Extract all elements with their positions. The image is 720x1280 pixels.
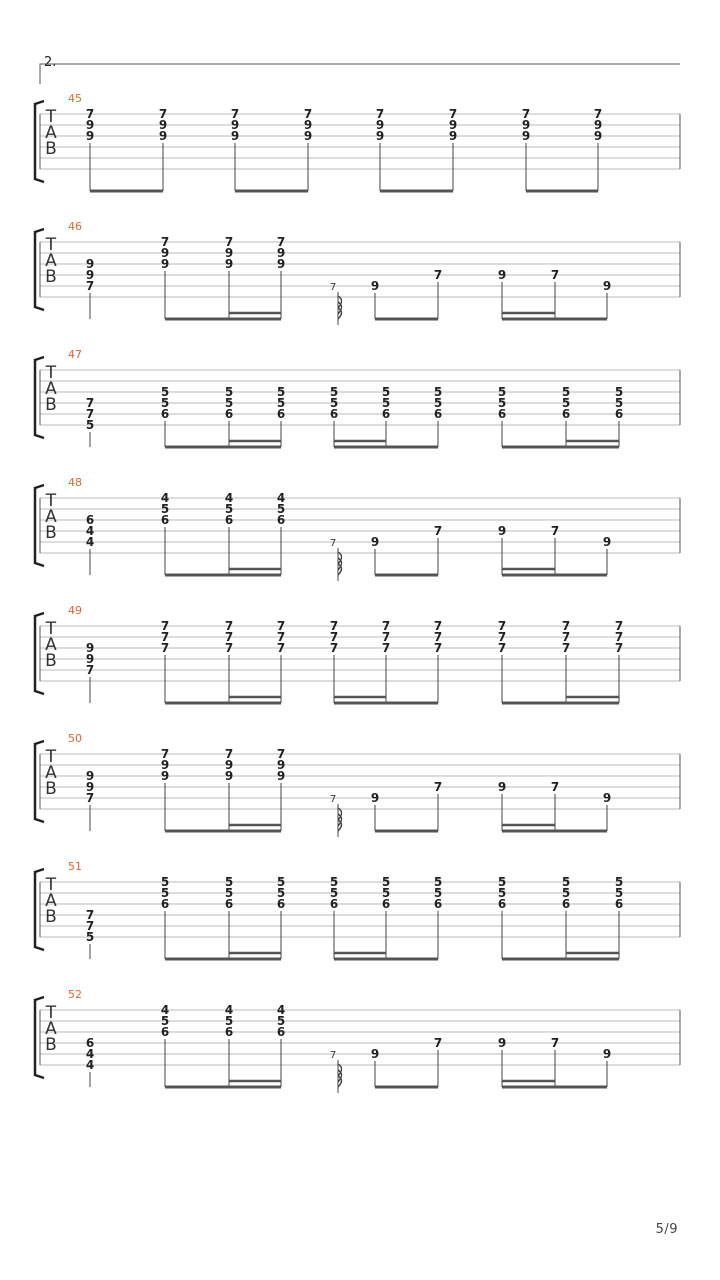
fret-number: 7 — [329, 619, 339, 633]
fret-number: 5 — [224, 396, 234, 410]
tab-clef-letter: T — [45, 363, 57, 383]
fret-number: 9 — [85, 268, 95, 282]
fret-number: 7 — [561, 619, 571, 633]
fret-number: 4 — [85, 524, 95, 538]
fret-number: 5 — [381, 875, 391, 889]
fret-number: 9 — [602, 535, 612, 549]
fret-number: 7 — [521, 107, 531, 121]
fret-number: 5 — [561, 875, 571, 889]
fret-number: 6 — [329, 897, 339, 911]
fret-number: 7 — [593, 107, 603, 121]
fret-number: 5 — [561, 886, 571, 900]
fret-number: 9 — [602, 1047, 612, 1061]
fret-number: 5 — [561, 385, 571, 399]
fret-number: 9 — [224, 257, 234, 271]
fret-number: 7 — [230, 107, 240, 121]
tab-clef-letter: A — [45, 1019, 57, 1039]
fret-number: 5 — [433, 396, 443, 410]
fret-number: 7 — [550, 780, 560, 794]
fret-number: 5 — [85, 418, 95, 432]
fret-number: 7 — [160, 630, 170, 644]
measure-number: 49 — [68, 604, 82, 617]
fret-number: 9 — [160, 246, 170, 260]
tab-clef-letter: T — [45, 491, 57, 511]
measure-number: 50 — [68, 732, 82, 745]
fret-number: 7 — [433, 641, 443, 655]
fret-number: 7 — [561, 630, 571, 644]
tab-clef-letter: A — [45, 251, 57, 271]
measure-number: 52 — [68, 988, 82, 1001]
fret-number: 5 — [329, 396, 339, 410]
fret-number: 5 — [85, 930, 95, 944]
fret-number: 9 — [497, 1036, 507, 1050]
fret-number: 7 — [550, 1036, 560, 1050]
fret-number: 6 — [433, 897, 443, 911]
fret-number: 7 — [561, 641, 571, 655]
fret-number: 7 — [381, 641, 391, 655]
fret-number: 9 — [85, 129, 95, 143]
fret-number: 9 — [224, 769, 234, 783]
fret-number: 7 — [85, 279, 95, 293]
fret-number: 9 — [85, 780, 95, 794]
fret-number: 7 — [224, 641, 234, 655]
fret-number: 5 — [276, 875, 286, 889]
fret-number: 9 — [276, 758, 286, 772]
fret-number: 7 — [224, 747, 234, 761]
fret-number: 5 — [433, 385, 443, 399]
fret-number: 9 — [593, 129, 603, 143]
measure-number: 46 — [68, 220, 82, 233]
fret-number: 5 — [160, 502, 170, 516]
tab-clef-letter: T — [45, 875, 57, 895]
tab-clef-letter: B — [45, 1035, 57, 1055]
fret-number: 9 — [303, 129, 313, 143]
grace-note-flags — [338, 552, 342, 575]
fret-number: 4 — [224, 1003, 234, 1017]
fret-number: 5 — [160, 1014, 170, 1028]
tab-clef-letter: B — [45, 651, 57, 671]
fret-number: 5 — [614, 385, 624, 399]
tab-clef-letter: T — [45, 107, 57, 127]
fret-number: 7 — [448, 107, 458, 121]
fret-number: 7 — [85, 919, 95, 933]
tab-clef-letter: B — [45, 907, 57, 927]
fret-number: 4 — [224, 491, 234, 505]
fret-number: 7 — [614, 619, 624, 633]
fret-number: 6 — [224, 513, 234, 527]
fret-number: 7 — [276, 619, 286, 633]
fret-number: 7 — [160, 619, 170, 633]
fret-number: 9 — [448, 118, 458, 132]
fret-number: 7 — [158, 107, 168, 121]
fret-number: 9 — [85, 641, 95, 655]
tab-clef-letter: T — [45, 1003, 57, 1023]
tab-clef-letter: T — [45, 747, 57, 767]
fret-number: 6 — [224, 407, 234, 421]
fret-number: 5 — [276, 396, 286, 410]
fret-number: 5 — [329, 886, 339, 900]
fret-number: 7 — [433, 268, 443, 282]
fret-number: 5 — [433, 875, 443, 889]
fret-number: 5 — [224, 1014, 234, 1028]
fret-number: 9 — [160, 769, 170, 783]
fret-number: 6 — [224, 1025, 234, 1039]
fret-number: 9 — [497, 524, 507, 538]
fret-number: 6 — [381, 897, 391, 911]
fret-number: 7 — [329, 641, 339, 655]
fret-number: 7 — [85, 908, 95, 922]
grace-note-flags — [338, 296, 342, 319]
fret-number: 5 — [160, 396, 170, 410]
fret-number: 6 — [497, 407, 507, 421]
tab-clef-letter: A — [45, 763, 57, 783]
fret-number: 5 — [381, 385, 391, 399]
fret-number: 6 — [85, 1036, 95, 1050]
fret-number: 6 — [276, 513, 286, 527]
fret-number: 7 — [375, 107, 385, 121]
fret-number: 7 — [224, 619, 234, 633]
fret-number: 7 — [85, 396, 95, 410]
fret-number: 6 — [614, 897, 624, 911]
fret-number: 9 — [303, 118, 313, 132]
fret-number: 7 — [433, 619, 443, 633]
fret-number: 7 — [276, 630, 286, 644]
fret-number: 7 — [381, 619, 391, 633]
fret-number: 4 — [160, 491, 170, 505]
grace-note-fret: 7 — [329, 794, 337, 805]
fret-number: 5 — [224, 886, 234, 900]
fret-number: 5 — [561, 396, 571, 410]
fret-number: 7 — [160, 747, 170, 761]
page-number: 5/9 — [655, 1222, 678, 1237]
fret-number: 6 — [160, 897, 170, 911]
fret-number: 9 — [230, 129, 240, 143]
fret-number: 7 — [497, 619, 507, 633]
tab-clef-letter: A — [45, 123, 57, 143]
tab-clef-letter: B — [45, 267, 57, 287]
fret-number: 7 — [160, 641, 170, 655]
fret-number: 9 — [375, 118, 385, 132]
fret-number: 9 — [497, 780, 507, 794]
fret-number: 9 — [158, 118, 168, 132]
fret-number: 5 — [497, 385, 507, 399]
fret-number: 7 — [303, 107, 313, 121]
fret-number: 9 — [85, 652, 95, 666]
fret-number: 5 — [224, 385, 234, 399]
fret-number: 4 — [85, 1058, 95, 1072]
fret-number: 5 — [329, 875, 339, 889]
fret-number: 6 — [497, 897, 507, 911]
fret-number: 9 — [224, 246, 234, 260]
fret-number: 6 — [160, 513, 170, 527]
fret-number: 5 — [381, 886, 391, 900]
fret-number: 9 — [160, 257, 170, 271]
fret-number: 9 — [160, 758, 170, 772]
fret-number: 7 — [433, 780, 443, 794]
fret-number: 6 — [433, 407, 443, 421]
fret-number: 6 — [224, 897, 234, 911]
fret-number: 6 — [85, 513, 95, 527]
fret-number: 5 — [614, 396, 624, 410]
tab-clef-letter: A — [45, 507, 57, 527]
fret-number: 9 — [158, 129, 168, 143]
fret-number: 7 — [433, 630, 443, 644]
fret-number: 9 — [593, 118, 603, 132]
fret-number: 9 — [370, 791, 380, 805]
fret-number: 7 — [550, 524, 560, 538]
fret-number: 5 — [160, 875, 170, 889]
tab-clef-letter: T — [45, 235, 57, 255]
fret-number: 9 — [370, 279, 380, 293]
fret-number: 7 — [497, 641, 507, 655]
fret-number: 6 — [561, 407, 571, 421]
fret-number: 6 — [561, 897, 571, 911]
volta-ending-label: 2. — [44, 55, 57, 70]
fret-number: 7 — [433, 1036, 443, 1050]
measure-number: 45 — [68, 92, 82, 105]
fret-number: 9 — [85, 118, 95, 132]
fret-number: 9 — [370, 1047, 380, 1061]
tab-clef-letter: T — [45, 619, 57, 639]
fret-number: 4 — [85, 535, 95, 549]
fret-number: 7 — [85, 407, 95, 421]
grace-note-flags — [338, 1064, 342, 1087]
fret-number: 9 — [85, 257, 95, 271]
fret-number: 9 — [521, 118, 531, 132]
fret-number: 7 — [224, 630, 234, 644]
tab-clef-letter: B — [45, 395, 57, 415]
fret-number: 5 — [160, 886, 170, 900]
fret-number: 9 — [521, 129, 531, 143]
fret-number: 6 — [276, 1025, 286, 1039]
fret-number: 5 — [381, 396, 391, 410]
fret-number: 7 — [85, 107, 95, 121]
volta-bracket — [40, 64, 680, 84]
fret-number: 7 — [433, 524, 443, 538]
fret-number: 6 — [160, 1025, 170, 1039]
fret-number: 5 — [160, 385, 170, 399]
fret-number: 9 — [276, 257, 286, 271]
fret-number: 7 — [276, 235, 286, 249]
fret-number: 6 — [276, 407, 286, 421]
fret-number: 9 — [370, 535, 380, 549]
fret-number: 7 — [614, 641, 624, 655]
grace-note-fret: 7 — [329, 538, 337, 549]
fret-number: 9 — [276, 246, 286, 260]
fret-number: 5 — [329, 385, 339, 399]
fret-number: 4 — [160, 1003, 170, 1017]
fret-number: 5 — [497, 886, 507, 900]
fret-number: 9 — [230, 118, 240, 132]
fret-number: 9 — [85, 769, 95, 783]
tab-clef-letter: A — [45, 379, 57, 399]
fret-number: 7 — [550, 268, 560, 282]
fret-number: 5 — [497, 875, 507, 889]
fret-number: 9 — [602, 279, 612, 293]
fret-number: 7 — [85, 663, 95, 677]
fret-number: 5 — [497, 396, 507, 410]
fret-number: 6 — [614, 407, 624, 421]
measure-number: 48 — [68, 476, 82, 489]
fret-number: 6 — [381, 407, 391, 421]
fret-number: 7 — [160, 235, 170, 249]
fret-number: 7 — [276, 641, 286, 655]
tab-clef-letter: A — [45, 891, 57, 911]
fret-number: 7 — [614, 630, 624, 644]
fret-number: 6 — [276, 897, 286, 911]
fret-number: 6 — [160, 407, 170, 421]
fret-number: 5 — [276, 385, 286, 399]
fret-number: 4 — [85, 1047, 95, 1061]
fret-number: 5 — [614, 875, 624, 889]
fret-number: 5 — [433, 886, 443, 900]
fret-number: 9 — [448, 129, 458, 143]
fret-number: 5 — [276, 502, 286, 516]
fret-number: 7 — [329, 630, 339, 644]
fret-number: 5 — [276, 886, 286, 900]
grace-note-fret: 7 — [329, 282, 337, 293]
fret-number: 5 — [614, 886, 624, 900]
tab-clef-letter: B — [45, 523, 57, 543]
fret-number: 9 — [602, 791, 612, 805]
measure-number: 51 — [68, 860, 82, 873]
fret-number: 4 — [276, 491, 286, 505]
fret-number: 5 — [224, 502, 234, 516]
fret-number: 7 — [276, 747, 286, 761]
grace-note-flags — [338, 808, 342, 831]
fret-number: 9 — [497, 268, 507, 282]
fret-number: 7 — [85, 791, 95, 805]
fret-number: 7 — [224, 235, 234, 249]
fret-number: 5 — [224, 875, 234, 889]
tab-clef-letter: B — [45, 779, 57, 799]
tab-clef-letter: A — [45, 635, 57, 655]
fret-number: 7 — [497, 630, 507, 644]
fret-number: 4 — [276, 1003, 286, 1017]
fret-number: 9 — [224, 758, 234, 772]
fret-number: 9 — [276, 769, 286, 783]
fret-number: 5 — [276, 1014, 286, 1028]
grace-note-fret: 7 — [329, 1050, 337, 1061]
fret-number: 7 — [381, 630, 391, 644]
tab-clef-letter: B — [45, 139, 57, 159]
measure-number: 47 — [68, 348, 82, 361]
fret-number: 6 — [329, 407, 339, 421]
fret-number: 9 — [375, 129, 385, 143]
